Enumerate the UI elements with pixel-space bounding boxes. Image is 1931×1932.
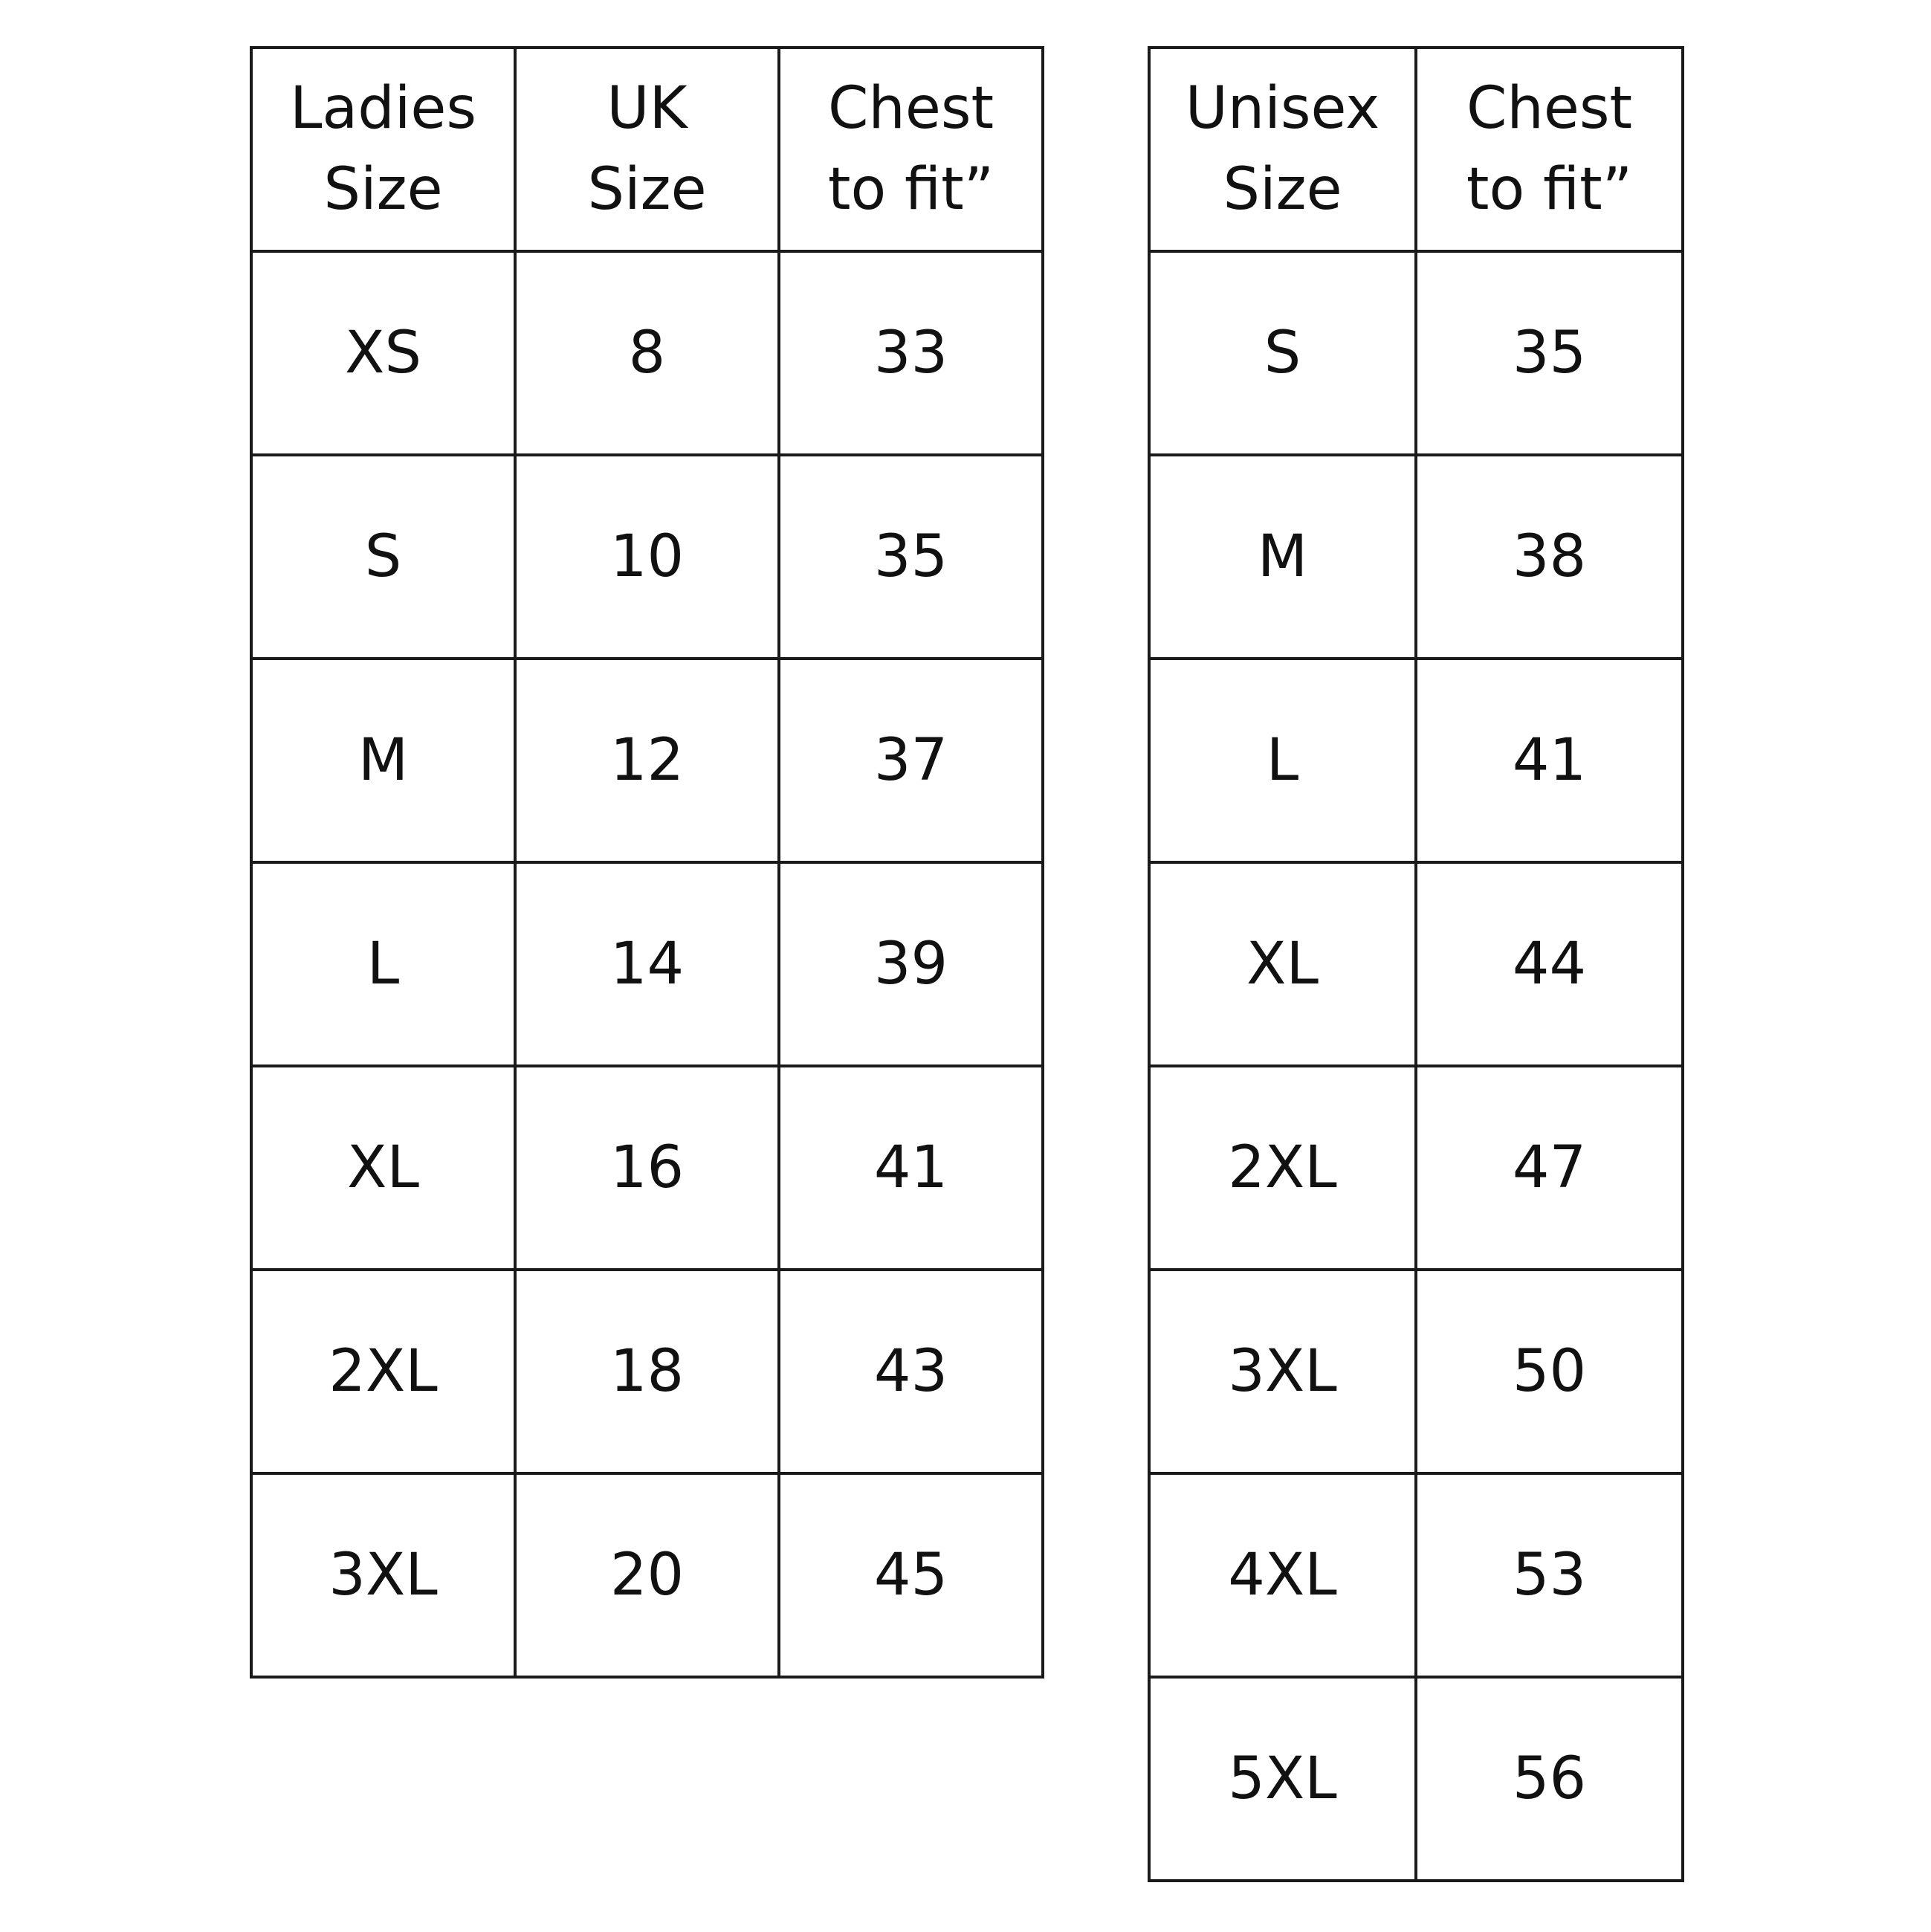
unisex-size-table: [1148, 46, 1684, 1882]
table-row: [1149, 251, 1683, 455]
table-row: [251, 251, 1043, 455]
ladies-size-cell: XS: [251, 251, 515, 455]
table-row: [1149, 1066, 1683, 1270]
table-row: [1149, 659, 1683, 862]
table-row: [251, 1473, 1043, 1677]
uk-size-header: [515, 48, 779, 251]
chest-cell: 38: [1416, 455, 1683, 659]
table-row: [1149, 1677, 1683, 1881]
header-line: Size: [587, 156, 707, 223]
uk-size-cell: 18: [515, 1270, 779, 1473]
unisex-size-cell: M: [1149, 455, 1416, 659]
ladies-size-cell: 2XL: [251, 1270, 515, 1473]
chest-cell: 44: [1416, 862, 1683, 1066]
ladies-size-cell: M: [251, 659, 515, 862]
header-line: to fit”: [827, 156, 994, 223]
chest-cell: 35: [1416, 251, 1683, 455]
uk-size-cell: 20: [515, 1473, 779, 1677]
table-row: [1149, 1473, 1683, 1677]
header-line: Chest: [1466, 74, 1633, 142]
chest-cell: 45: [779, 1473, 1043, 1677]
uk-size-cell: 14: [515, 862, 779, 1066]
ladies-header-row: [251, 48, 1043, 251]
chest-header: [1416, 48, 1683, 251]
unisex-size-cell: S: [1149, 251, 1416, 455]
unisex-size-header: [1149, 48, 1416, 251]
header-line: Unisex: [1185, 74, 1380, 142]
table-row: [1149, 862, 1683, 1066]
table-row: [251, 455, 1043, 659]
table-row: [251, 659, 1043, 862]
header-line: Size: [1223, 156, 1342, 223]
chest-cell: 56: [1416, 1677, 1683, 1881]
chest-cell: 37: [779, 659, 1043, 862]
unisex-size-cell: XL: [1149, 862, 1416, 1066]
ladies-size-table: [250, 46, 1044, 1679]
unisex-size-cell: 5XL: [1149, 1677, 1416, 1881]
chest-header: [779, 48, 1043, 251]
chest-cell: 41: [779, 1066, 1043, 1270]
chest-cell: 41: [1416, 659, 1683, 862]
uk-size-cell: 8: [515, 251, 779, 455]
ladies-size-cell: XL: [251, 1066, 515, 1270]
header-line: Chest: [827, 74, 994, 142]
header-line: Ladies: [289, 74, 477, 142]
chest-cell: 39: [779, 862, 1043, 1066]
table-row: [1149, 455, 1683, 659]
unisex-size-cell: 2XL: [1149, 1066, 1416, 1270]
chest-cell: 35: [779, 455, 1043, 659]
ladies-size-cell: L: [251, 862, 515, 1066]
table-row: [251, 1270, 1043, 1473]
ladies-size-header: [251, 48, 515, 251]
unisex-size-cell: 3XL: [1149, 1270, 1416, 1473]
ladies-size-cell: 3XL: [251, 1473, 515, 1677]
ladies-size-cell: S: [251, 455, 515, 659]
table-row: [1149, 1270, 1683, 1473]
chest-cell: 53: [1416, 1473, 1683, 1677]
header-line: to fit”: [1466, 156, 1633, 223]
header-line: Size: [323, 156, 443, 223]
chest-cell: 33: [779, 251, 1043, 455]
uk-size-cell: 12: [515, 659, 779, 862]
unisex-header-row: [1149, 48, 1683, 251]
uk-size-cell: 10: [515, 455, 779, 659]
table-row: [251, 862, 1043, 1066]
chest-cell: 50: [1416, 1270, 1683, 1473]
unisex-size-cell: 4XL: [1149, 1473, 1416, 1677]
table-row: [251, 1066, 1043, 1270]
header-line: UK: [607, 74, 688, 142]
uk-size-cell: 16: [515, 1066, 779, 1270]
unisex-size-cell: L: [1149, 659, 1416, 862]
chest-cell: 43: [779, 1270, 1043, 1473]
chest-cell: 47: [1416, 1066, 1683, 1270]
